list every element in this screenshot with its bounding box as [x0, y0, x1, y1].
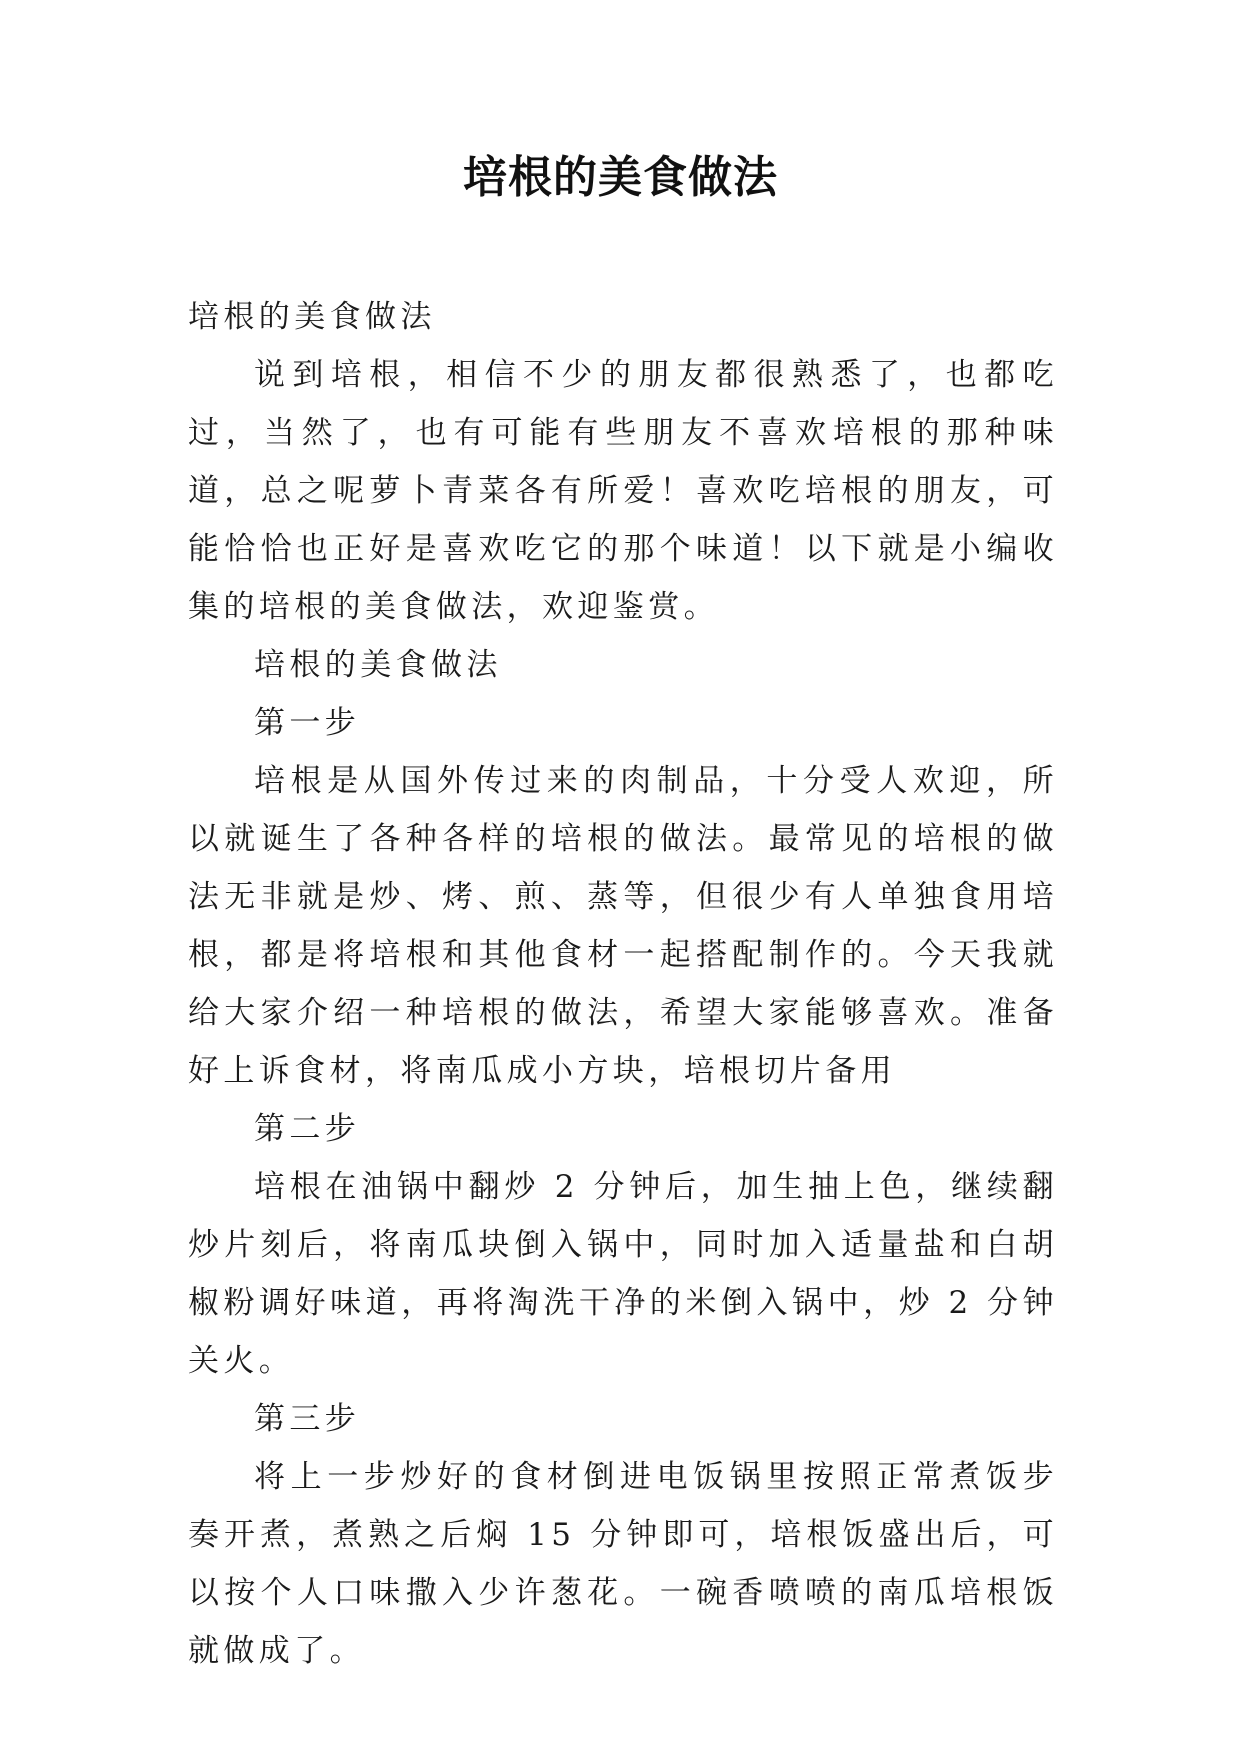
document-body	[188, 288, 1058, 1680]
document-title: 培根的美食做法	[463, 152, 778, 203]
paragraph: 培根是从国外传过来的肉制品，十分受人欢迎，所以就诞生了各种各样的培根的做法。最常见的培根的做法无非就是炒、烤、煎、蒸等，但很少有人单独食用培根，都是将培根和其他食材一起搭配制作的。今天我就给大家介绍一种培根的做法，希望大家能够喜欢。准备好上诉食材，将南瓜成小方块，培根切片备用	[188, 763, 1058, 1089]
paragraph: 将上一步炒好的食材倒进电饭锅里按照正常煮饭步奏开煮，煮熟之后焖 15 分钟即可，培根饭盛出后，可以按个人口味撒入少许葱花。一碗香喷喷的南瓜培根饭就做成了。	[188, 1459, 1058, 1669]
section-heading: 培根的美食做法	[254, 647, 502, 683]
step-heading: 第一步	[254, 705, 361, 741]
paragraph: 培根在油锅中翻炒 2 分钟后，加生抽上色，继续翻炒片刻后，将南瓜块倒入锅中，同时加入适量盐和白胡椒粉调好味道，再将淘洗干净的米倒入锅中，炒 2 分钟关火。	[188, 1169, 1058, 1379]
step-heading: 第三步	[254, 1401, 361, 1437]
paragraph: 说到培根，相信不少的朋友都很熟悉了，也都吃过，当然了，也有可能有些朋友不喜欢培根的那种味道，总之呢萝卜青菜各有所爱！喜欢吃培根的朋友，可能恰恰也正好是喜欢吃它的那个味道！以下就是小编收集的培根的美食做法，欢迎鉴赏。	[188, 357, 1058, 625]
step-heading: 第二步	[254, 1111, 361, 1147]
paragraph: 培根的美食做法	[188, 299, 436, 335]
